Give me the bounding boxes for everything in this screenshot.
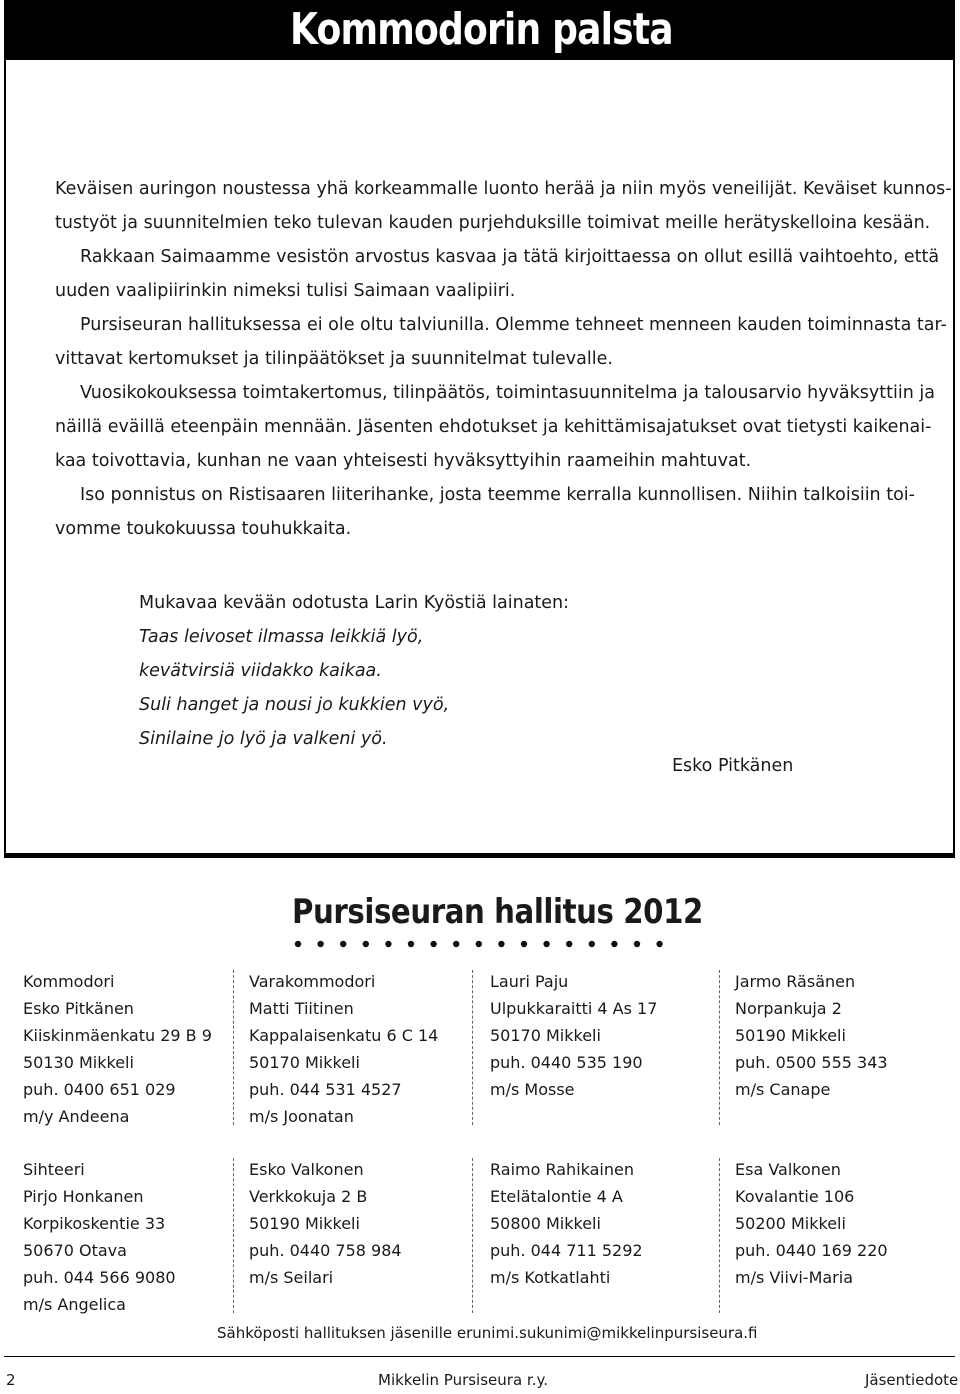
member-line: m/s Angelica (23, 1295, 126, 1314)
article-line: näillä eväillä eteenpäin mennään. Jäsenten ehdotukset ja kehittämisajatukset ovat tietysti kaikenai- (55, 417, 932, 437)
member-line: m/s Canape (735, 1080, 831, 1099)
member-line: 50190 Mikkeli (249, 1214, 360, 1233)
member-card (249, 968, 438, 1130)
article-line: vittavat kertomukset ja tilinpäätökset ja suunnitelmat tulevalle. (55, 349, 613, 369)
poem-line: kevätvirsiä viidakko kaikaa. (139, 661, 382, 681)
member-line: puh. 0500 555 343 (735, 1053, 888, 1072)
decorative-dot (476, 941, 482, 947)
member-line: Kiiskinmäenkatu 29 B 9 (23, 1026, 212, 1045)
article-line: vomme toukokuussa touhukkaita. (55, 519, 352, 539)
member-line: Verkkokuja 2 B (249, 1187, 368, 1206)
column-divider (472, 970, 473, 1125)
page-number: 2 (6, 1371, 16, 1389)
member-line: Esa Valkonen (735, 1160, 841, 1179)
member-line: Sihteeri (23, 1160, 85, 1179)
decorative-dot (340, 941, 346, 947)
member-line: Norpankuja 2 (735, 999, 842, 1018)
decorative-dot (385, 941, 391, 947)
member-line: m/s Viivi-Maria (735, 1268, 854, 1287)
column-divider (233, 1158, 234, 1313)
member-line: puh. 044 711 5292 (490, 1241, 643, 1260)
article-line: Iso ponnistus on Ristisaaren liiterihanke, josta teemme kerralla kunnollisen. Niihin talkoisiin toi- (80, 485, 915, 505)
member-card (735, 968, 888, 1103)
member-line: Kommodori (23, 972, 115, 991)
column-divider (719, 1158, 720, 1313)
decorative-dot (589, 941, 595, 947)
member-line: puh. 0400 651 029 (23, 1080, 176, 1099)
member-line: m/s Kotkatlahti (490, 1268, 611, 1287)
article-line: Rakkaan Saimaamme vesistön arvostus kasvaa ja tätä kirjoittaessa on ollut esillä vaihtoehto, että (80, 247, 940, 267)
decorative-dot (295, 941, 301, 947)
member-line: Etelätalontie 4 A (490, 1187, 623, 1206)
member-line: 50200 Mikkeli (735, 1214, 846, 1233)
member-line: m/s Mosse (490, 1080, 575, 1099)
member-line: 50130 Mikkeli (23, 1053, 134, 1072)
article-line: Keväisen auringon noustessa yhä korkeammalle luonto herää ja niin myös veneilijät. Keväiset kunnos- (55, 179, 952, 199)
member-line: 50800 Mikkeli (490, 1214, 601, 1233)
member-line: Raimo Rahikainen (490, 1160, 634, 1179)
member-card (490, 968, 657, 1103)
article-line: kaa toivottavia, kunhan ne vaan yhteisesti hyväksyttyihin raameihin mahtuvat. (55, 451, 752, 471)
member-line: Varakommodori (249, 972, 376, 991)
dotted-underline (293, 937, 673, 951)
decorative-dot (543, 941, 549, 947)
footer-club-name: Mikkelin Pursiseura r.y. (378, 1371, 548, 1389)
article-line: uuden vaalipiirinkin nimeksi tulisi Saimaan vaalipiiri. (55, 281, 516, 301)
decorative-dot (611, 941, 617, 947)
decorative-dot (453, 941, 459, 947)
signature: Esko Pitkänen (672, 756, 794, 776)
poem-line: Taas leivoset ilmassa leikkiä lyö, (139, 627, 424, 647)
footer-rule (4, 1356, 955, 1357)
member-line: Ulpukkaraitti 4 As 17 (490, 999, 658, 1018)
decorative-dot (521, 941, 527, 947)
member-card (735, 1156, 888, 1291)
poem-intro: Mukavaa kevään odotusta Larin Kyöstiä lainaten: (139, 593, 570, 613)
column-divider (719, 970, 720, 1125)
article-line: tustyöt ja suunnitelmien teko tulevan kauden purjehduksille toimivat meille herätyskelloina kesään. (55, 213, 931, 233)
member-card (249, 1156, 402, 1291)
page-title: Kommodorin palsta (290, 4, 673, 55)
board-title: Pursiseuran hallitus 2012 (292, 892, 703, 932)
poem-block (139, 586, 569, 756)
decorative-dot (634, 941, 640, 947)
member-line: Esko Valkonen (249, 1160, 364, 1179)
column-divider (233, 970, 234, 1125)
member-line: m/y Andeena (23, 1107, 130, 1126)
article-line: Pursiseuran hallituksessa ei ole oltu talviunilla. Olemme tehneet menneen kauden toiminnasta tar- (80, 315, 947, 335)
decorative-dot (656, 941, 662, 947)
poem-line: Sinilaine jo lyö ja valkeni yö. (139, 729, 388, 749)
article-body (55, 172, 950, 546)
member-line: 50190 Mikkeli (735, 1026, 846, 1045)
member-line: Kappalaisenkatu 6 C 14 (249, 1026, 439, 1045)
member-line: 50170 Mikkeli (249, 1053, 360, 1072)
member-line: puh. 044 566 9080 (23, 1268, 176, 1287)
member-line: puh. 0440 535 190 (490, 1053, 643, 1072)
member-line: Korpikoskentie 33 (23, 1214, 166, 1233)
decorative-dot (566, 941, 572, 947)
decorative-dot (317, 941, 323, 947)
member-line: 50670 Otava (23, 1241, 127, 1260)
email-note: Sähköposti hallituksen jäsenille erunimi.sukunimi@mikkelinpursiseura.fi (217, 1324, 758, 1342)
decorative-dot (498, 941, 504, 947)
decorative-dot (408, 941, 414, 947)
member-card (23, 1156, 176, 1318)
poem-line: Suli hanget ja nousi jo kukkien vyö, (139, 695, 450, 715)
member-line: Esko Pitkänen (23, 999, 134, 1018)
member-line: 50170 Mikkeli (490, 1026, 601, 1045)
member-line: Lauri Paju (490, 972, 569, 991)
article-line: Vuosikokouksessa toimtakertomus, tilinpäätös, toimintasuunnitelma ja talousarvio hyväksyttiin ja (80, 383, 935, 403)
member-card (23, 968, 212, 1130)
member-line: Pirjo Honkanen (23, 1187, 144, 1206)
member-line: m/s Seilari (249, 1268, 334, 1287)
member-line: puh. 0440 169 220 (735, 1241, 888, 1260)
decorative-dot (430, 941, 436, 947)
member-line: puh. 044 531 4527 (249, 1080, 402, 1099)
footer-publication: Jäsentiedote (865, 1371, 959, 1389)
member-card (490, 1156, 643, 1291)
member-line: puh. 0440 758 984 (249, 1241, 402, 1260)
member-line: Jarmo Räsänen (735, 972, 856, 991)
member-line: m/s Joonatan (249, 1107, 354, 1126)
member-line: Matti Tiitinen (249, 999, 354, 1018)
member-line: Kovalantie 106 (735, 1187, 855, 1206)
column-divider (472, 1158, 473, 1313)
decorative-dot (363, 941, 369, 947)
